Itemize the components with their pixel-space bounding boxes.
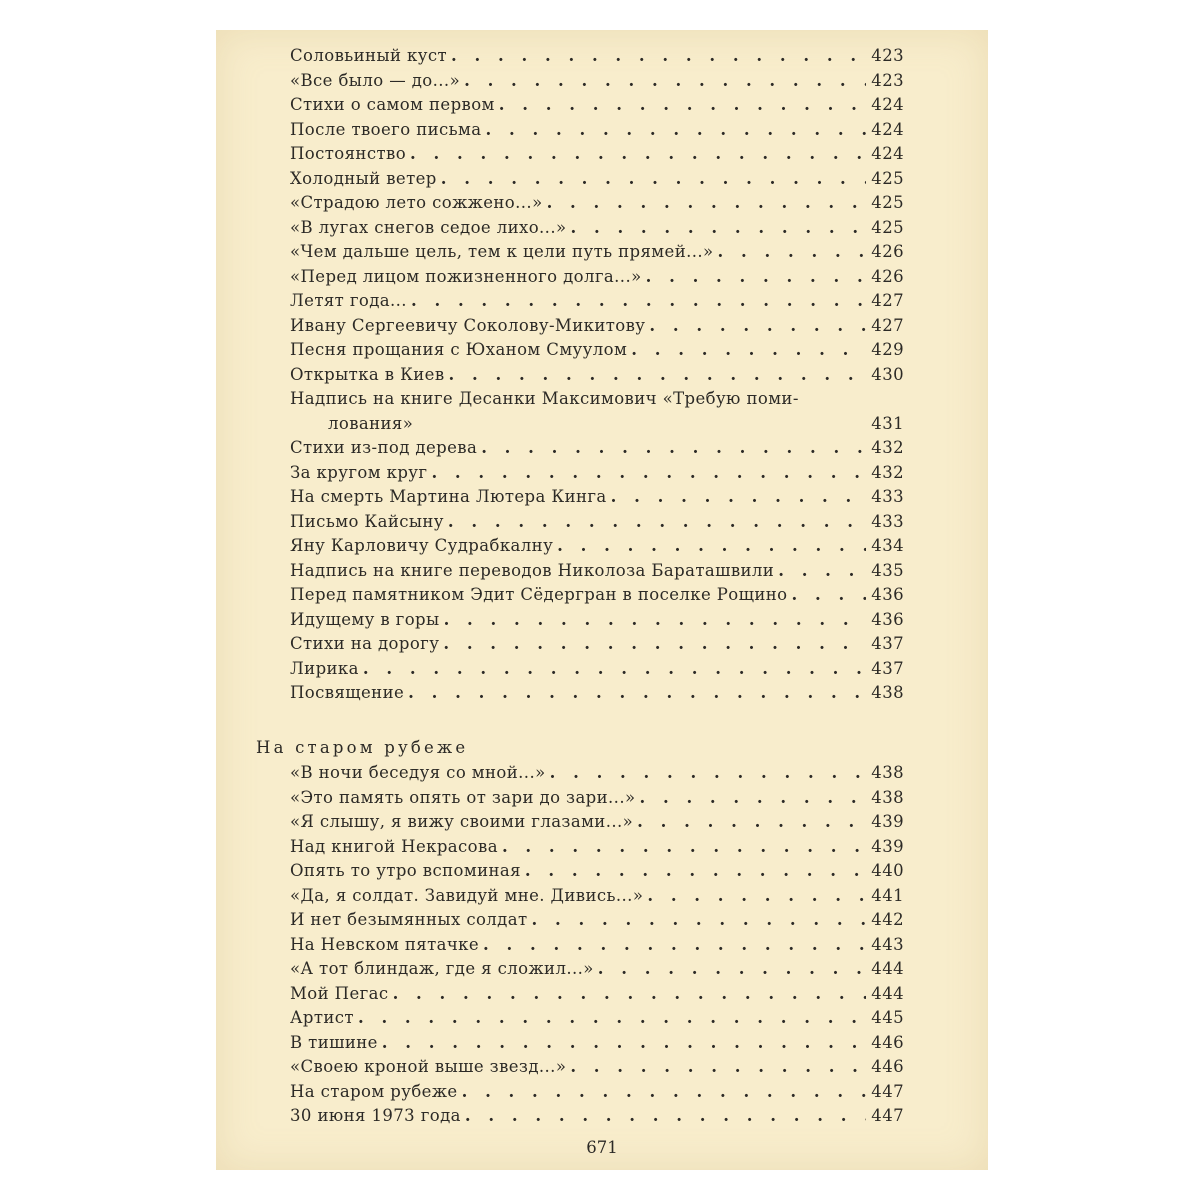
toc-entry-page: 438	[871, 683, 904, 702]
toc-entry-title: Стихи из-под дерева	[290, 438, 478, 457]
dot-leader	[611, 485, 866, 510]
dot-leader	[502, 835, 866, 860]
toc-entry-title: За кругом круг	[290, 462, 428, 482]
dot-leader	[363, 657, 866, 682]
toc-entry-page: 437	[871, 634, 904, 653]
toc-entry-title-line1: Надпись на книге Десанки Максимович «Требую поми-	[290, 389, 799, 408]
toc-entry	[290, 534, 904, 559]
toc-entry-title: Лирика	[290, 658, 359, 678]
toc-entry-title: Открытка в Киев	[290, 364, 445, 384]
toc-section-1	[216, 44, 988, 706]
toc-entry	[290, 957, 904, 982]
toc-entry	[290, 338, 904, 363]
toc-entry-page: 438	[871, 787, 904, 807]
toc-entry-page: 444	[871, 959, 904, 978]
toc-entry-title: Яну Карловичу Судрабкалну	[290, 536, 554, 555]
toc-entry	[290, 1055, 904, 1080]
toc-entry	[290, 933, 904, 958]
toc-entry	[290, 93, 904, 118]
toc-entry-title: «А тот блиндаж, где я сложил...»	[290, 959, 594, 978]
toc-entry-title: 30 июня 1973 года	[290, 1106, 461, 1125]
dot-leader	[532, 908, 866, 933]
dot-leader	[792, 583, 866, 608]
toc-entry-page: 427	[871, 291, 904, 310]
toc-entry	[290, 485, 904, 510]
dot-leader	[382, 1031, 866, 1056]
toc-entry-title-line2: лования»	[328, 413, 414, 433]
dot-leader	[547, 191, 866, 216]
toc-entry-title: «В ночи беседуя со мной...»	[290, 763, 546, 782]
toc-entry-title: На старом рубеже	[290, 1081, 458, 1101]
toc-entry	[290, 265, 904, 290]
toc-entry-page: 423	[871, 46, 904, 65]
dot-leader	[444, 608, 866, 633]
dot-leader	[451, 44, 866, 69]
dot-leader	[647, 884, 866, 909]
toc-entry-title: Перед памятником Эдит Сёдергран в поселке Рощино	[290, 585, 788, 604]
toc-entry	[290, 608, 904, 633]
toc-entry-title: Песня прощания с Юханом Смуулом	[290, 340, 628, 359]
toc-entry	[290, 314, 904, 339]
toc-entry	[290, 810, 904, 835]
toc-entry	[290, 363, 904, 388]
toc-entry-page: 446	[871, 1057, 904, 1076]
dot-leader	[393, 982, 866, 1007]
toc-entry-title: Стихи о самом первом	[290, 95, 495, 114]
dot-leader	[483, 933, 866, 958]
toc-entry-page: 445	[871, 1008, 904, 1027]
toc-entry	[290, 1104, 904, 1129]
toc-entry-title: Посвящение	[290, 683, 405, 702]
toc-entry-page: 440	[871, 861, 904, 880]
dot-leader	[598, 957, 866, 982]
toc-entry-title: Ивану Сергеевичу Соколову-Микитову	[290, 315, 646, 335]
toc-entry-title: Опять то утро вспоминая	[290, 861, 521, 880]
dot-leader	[718, 240, 866, 265]
toc-entry	[290, 681, 904, 706]
toc-entry-page: 442	[871, 910, 904, 929]
toc-entry-page: 424	[871, 144, 904, 163]
toc-entry-page: 436	[871, 609, 904, 629]
toc-entry-page: 424	[871, 119, 904, 139]
toc-entry-title: На Невском пятачке	[290, 934, 480, 954]
dot-leader	[525, 859, 866, 884]
dot-leader	[550, 761, 866, 786]
toc-entry-title: «Это память опять от зари до зари...»	[290, 787, 636, 807]
toc-entry-title: В тишине	[290, 1032, 378, 1052]
dot-leader	[557, 534, 866, 559]
toc-entry-title: Артист	[290, 1008, 354, 1027]
toc-entry-title: «Страдою лето сожжено...»	[290, 193, 543, 212]
toc-entry-page: 436	[871, 585, 904, 604]
toc-entry-title: Идущему в горы	[290, 609, 440, 629]
toc-entry-page: 426	[871, 266, 904, 286]
book-page	[216, 30, 988, 1170]
toc-entry-title: «Все было — до...»	[290, 70, 461, 90]
toc-entry	[290, 167, 904, 192]
dot-leader	[358, 1006, 866, 1031]
toc-entry-page: 435	[871, 560, 904, 580]
toc-entry-title: Постоянство	[290, 144, 407, 163]
toc-entry	[290, 461, 904, 486]
toc-entry-title: «Да, я солдат. Завидуй мне. Дивись...»	[290, 885, 644, 905]
toc-entry-title: После твоего письма	[290, 119, 482, 139]
toc-entry-title: «Перед лицом пожизненного долга...»	[290, 266, 642, 286]
toc-entry-page: 430	[871, 364, 904, 384]
dot-leader	[639, 786, 866, 811]
toc-entry-page: 425	[871, 217, 904, 237]
toc-entry-page: 434	[871, 536, 904, 555]
toc-entry	[290, 510, 904, 535]
dot-leader	[411, 289, 866, 314]
toc-entry-page: 425	[871, 168, 904, 188]
toc-entry-page: 429	[871, 340, 904, 359]
dot-leader	[778, 559, 866, 584]
toc-entry	[290, 216, 904, 241]
dot-leader	[448, 510, 866, 535]
dot-leader	[464, 69, 866, 94]
toc-entry	[290, 632, 904, 657]
toc-entry	[290, 786, 904, 811]
toc-entry-title: Соловьиный куст	[290, 46, 448, 65]
toc-entry	[290, 191, 904, 216]
toc-entry	[290, 884, 904, 909]
toc-entry	[290, 583, 904, 608]
toc-entry-title: Надпись на книге переводов Николоза Бараташвили	[290, 560, 775, 580]
dot-leader	[486, 118, 867, 143]
toc-entry	[290, 1006, 904, 1031]
dot-leader	[637, 810, 866, 835]
toc-entry-title: Летят года...	[290, 291, 407, 310]
toc-entry	[290, 761, 904, 786]
toc-entry-title: Холодный ветер	[290, 168, 437, 188]
toc-entry-page: 438	[871, 763, 904, 782]
toc-entry	[290, 142, 904, 167]
toc-entry-page: 441	[871, 885, 904, 905]
dot-leader	[649, 314, 866, 339]
section-heading: На старом рубеже	[256, 738, 469, 757]
toc-entry	[290, 1080, 904, 1105]
toc-entry	[290, 657, 904, 682]
dot-leader	[570, 216, 866, 241]
dot-leader	[631, 338, 866, 363]
toc-entry-wrapped	[290, 387, 904, 436]
toc-entry-title: «Я слышу, я вижу своими глазами...»	[290, 812, 634, 831]
toc-entry	[290, 1031, 904, 1056]
toc-entry	[290, 240, 904, 265]
toc-entry-page: 423	[871, 70, 904, 90]
toc-entry	[290, 835, 904, 860]
dot-leader	[431, 461, 866, 486]
page-number: 671	[586, 1138, 618, 1157]
toc-entry-page: 426	[871, 242, 904, 261]
toc-entry-title: «Своею кроной выше звезд...»	[290, 1057, 567, 1076]
dot-leader	[646, 265, 866, 290]
toc-entry	[290, 118, 904, 143]
dot-leader	[408, 681, 866, 706]
toc-entry-title: «В лугах снегов седое лихо...»	[290, 217, 567, 237]
toc-entry-page: 444	[871, 983, 904, 1003]
toc-entry-page: 447	[871, 1081, 904, 1101]
toc-entry	[290, 289, 904, 314]
toc-entry-page: 433	[871, 487, 904, 506]
toc-entry-title: На смерть Мартина Лютера Кинга	[290, 487, 607, 506]
dot-leader	[499, 93, 866, 118]
dot-leader	[462, 1080, 866, 1105]
toc-entry-title: Мой Пегас	[290, 983, 389, 1003]
toc-section-2	[216, 735, 988, 1129]
toc-entry-title: Над книгой Некрасова	[290, 836, 498, 856]
dot-leader	[465, 1104, 866, 1129]
toc-entry	[290, 982, 904, 1007]
toc-entry-page: 439	[871, 812, 904, 831]
toc-entry	[290, 69, 904, 94]
toc-entry	[290, 436, 904, 461]
toc-entry-page: 425	[871, 193, 904, 212]
dot-leader	[441, 167, 866, 192]
toc-entry-page: 439	[871, 836, 904, 856]
dot-leader	[481, 436, 866, 461]
dot-leader	[449, 363, 866, 388]
toc-entry-title: И нет безымянных солдат	[290, 910, 528, 929]
toc-entry-page: 437	[871, 658, 904, 678]
toc-entry-page: 427	[871, 315, 904, 335]
toc-entry	[290, 559, 904, 584]
toc-entry	[290, 859, 904, 884]
toc-entry	[290, 44, 904, 69]
toc-entry-title: «Чем дальше цель, тем к цели путь прямей...»	[290, 242, 714, 261]
toc-entry-page: 446	[871, 1032, 904, 1052]
toc-entry-page: 432	[871, 462, 904, 482]
toc-entry-page: 443	[871, 934, 904, 954]
toc-entry-page: 447	[871, 1106, 904, 1125]
dot-leader	[570, 1055, 866, 1080]
toc-entry-page: 433	[871, 511, 904, 531]
dot-leader	[443, 632, 866, 657]
dot-leader	[410, 142, 866, 167]
toc-entry-page: 432	[871, 438, 904, 457]
toc-entry-title: Письмо Кайсыну	[290, 511, 444, 531]
toc-entry-title: Стихи на дорогу	[290, 634, 440, 653]
toc-entry-page: 431	[871, 413, 904, 433]
toc-entry-page: 424	[871, 95, 904, 114]
toc-entry	[290, 908, 904, 933]
